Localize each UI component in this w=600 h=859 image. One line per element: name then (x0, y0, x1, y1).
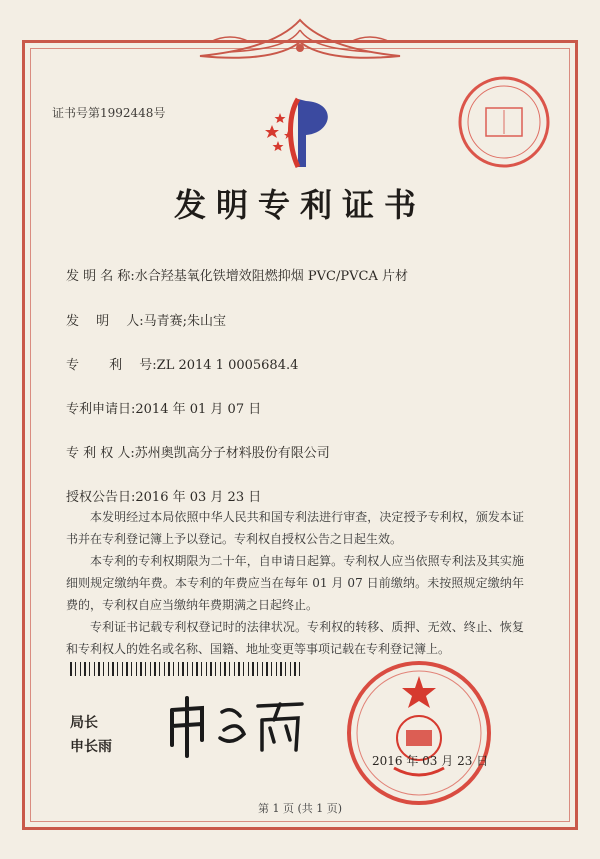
paragraph: 本专利的专利权期限为二十年，自申请日起算。专利权人应当依照专利法及其实施细则规定缴纳年费。本专利的年费应当在每年 01 月 07 日前缴纳。未按照规定缴纳年费的，专利权自应当缴纳年费期满之日起终止。 (66, 554, 524, 612)
grant-date-label: 授权公告日: (66, 490, 136, 505)
paragraph: 本发明经过本局依照中华人民共和国专利法进行审查，决定授予专利权，颁发本证书并在专利登记簿上予以登记。专利权自授权公告之日起生效。 (66, 510, 524, 546)
patent-number-label: 专 利 号: (66, 358, 157, 373)
top-ornament (180, 12, 420, 68)
invention-name-field (66, 265, 408, 284)
filing-date-value: 2014 年 01 月 07 日 (135, 402, 262, 417)
paragraph: 专利证书记载专利权登记时的法律状况。专利权的转移、质押、无效、终止、恢复和专利权人的姓名或名称、国籍、地址变更等事项记载在专利登记簿上。 (66, 620, 524, 656)
patent-number-value: ZL 2014 1 0005684.4 (156, 358, 299, 373)
seal-date: 2016 年 03 月 23 日 (372, 754, 489, 768)
patent-office-logo-icon (258, 95, 342, 171)
inventor-value: 马青赛;朱山宝 (143, 314, 227, 329)
certificate-body (66, 506, 524, 660)
corner-red-seal-icon (456, 74, 552, 170)
barcode-icon (70, 662, 302, 676)
state-ip-office-seal-icon (344, 658, 494, 808)
handwritten-signature-icon (162, 690, 312, 760)
invention-name-label: 发 明 名 称: (66, 269, 135, 284)
patentee-field (66, 442, 330, 461)
patent-number-field (66, 354, 298, 373)
director-label: 局长 (70, 715, 98, 731)
certificate-number: 证书号第1992448号 (52, 106, 166, 120)
grant-date-value: 2016 年 03 月 23 日 (135, 490, 262, 505)
inventor-field (66, 310, 226, 329)
page-title: 发明专利证书 (173, 186, 426, 224)
patentee-value: 苏州奥凯高分子材料股份有限公司 (134, 446, 330, 461)
inventor-label: 发 明 人: (66, 314, 144, 329)
invention-name-value: 水合羟基氧化铁增效阻燃抑烟 PVC/PVCA 片材 (134, 269, 408, 284)
filing-date-field (66, 398, 261, 417)
page-number: 第 1 页 (共 1 页) (257, 802, 343, 815)
filing-date-label: 专利申请日: (66, 402, 136, 417)
patentee-label: 专 利 权 人: (66, 446, 135, 461)
grant-date-field (66, 486, 261, 505)
director-name: 申长雨 (70, 739, 112, 755)
